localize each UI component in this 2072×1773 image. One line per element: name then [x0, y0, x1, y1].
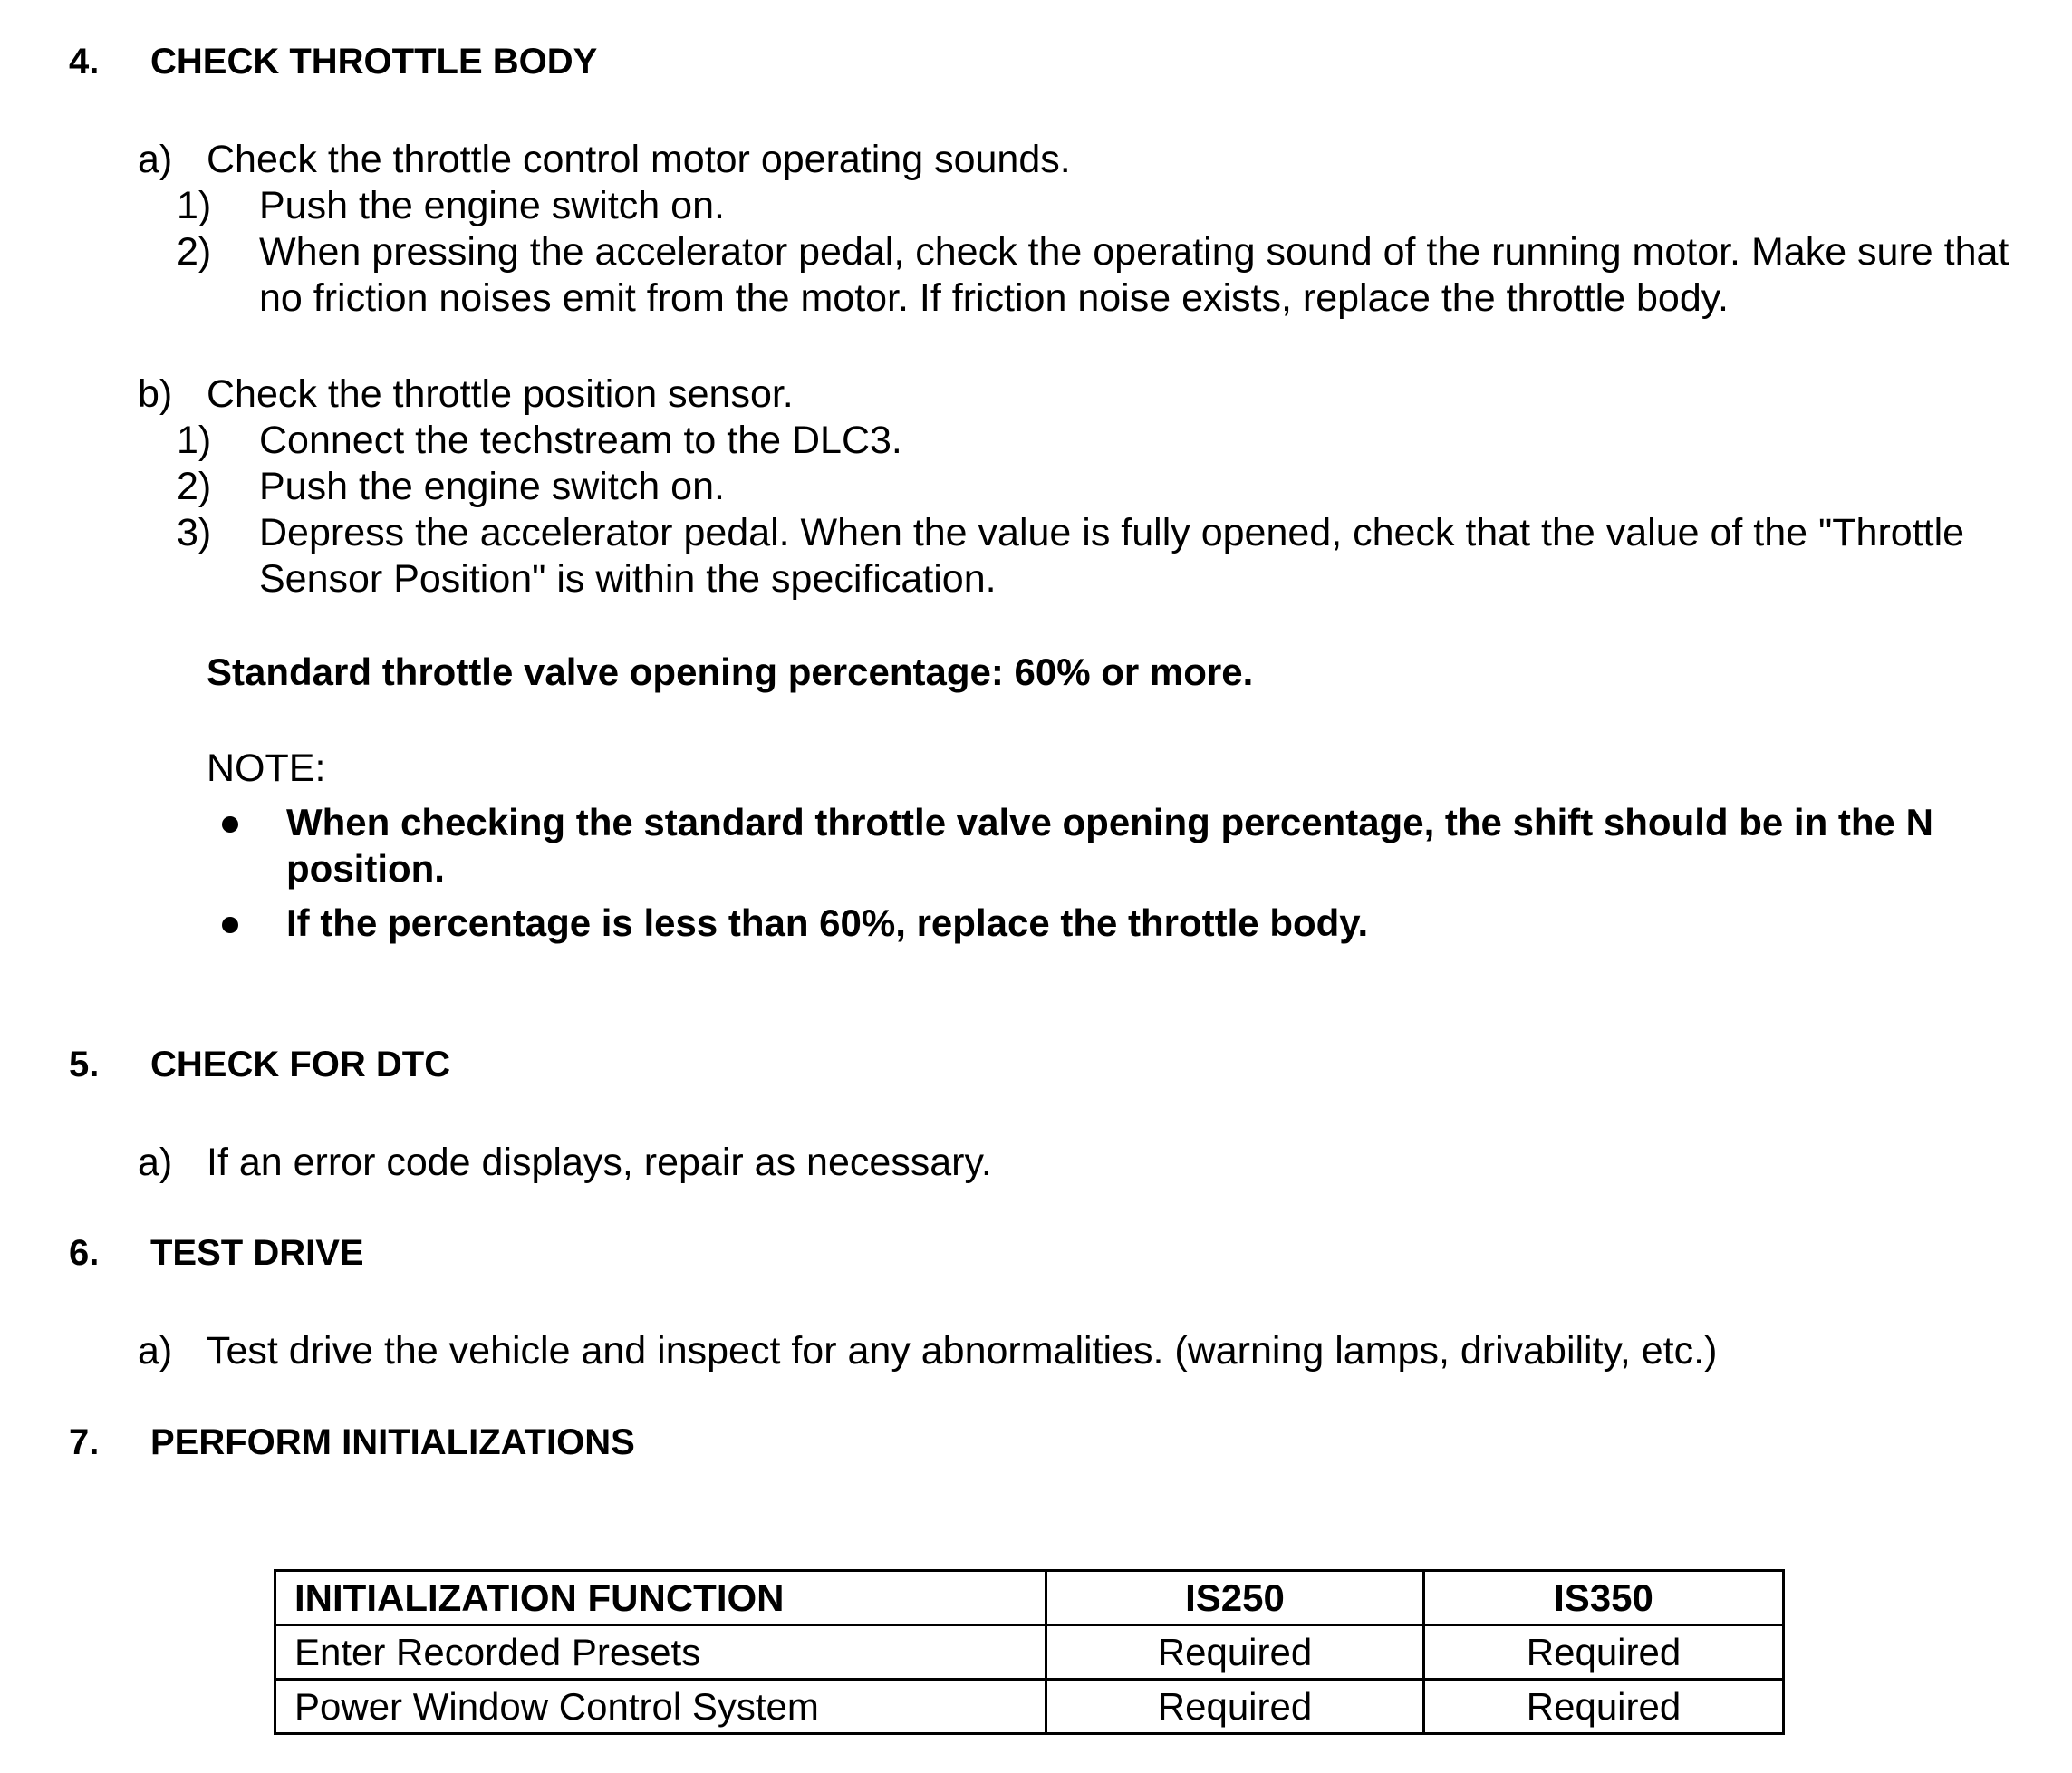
s5-a-marker: a): [138, 1141, 173, 1184]
section-4-title: CHECK THROTTLE BODY: [150, 42, 598, 82]
table-cell-is250: Required: [1046, 1680, 1424, 1734]
s4-b-marker: b): [138, 372, 173, 416]
standard-spec: Standard throttle valve opening percentage: 60% or more.: [207, 650, 1254, 693]
s4-a-step1-num: 1): [177, 184, 212, 227]
s4-a-step2-num: 2): [177, 230, 212, 274]
header-is350: IS350: [1424, 1571, 1784, 1625]
table-row: [275, 1680, 1784, 1734]
s4-a-text: Check the throttle control motor operating sounds.: [207, 138, 1071, 181]
s4-b-step1-num: 1): [177, 419, 212, 462]
section-7-title: PERFORM INITIALIZATIONS: [150, 1422, 635, 1462]
note-1-line2: position.: [286, 847, 445, 890]
section-4-number: 4.: [69, 42, 100, 82]
note-2: If the percentage is less than 60%, replace the throttle body.: [286, 901, 1369, 944]
s5-a-text: If an error code displays, repair as necessary.: [207, 1141, 992, 1184]
s4-b-text: Check the throttle position sensor.: [207, 372, 794, 416]
section-5-number: 5.: [69, 1045, 100, 1084]
section-7-number: 7.: [69, 1422, 100, 1462]
s4-a-marker: a): [138, 138, 173, 181]
s4-b-step3-line1: Depress the accelerator pedal. When the value is fully opened, check that the value of the "Throttle: [259, 511, 1965, 554]
section-5-title: CHECK FOR DTC: [150, 1045, 451, 1084]
table-row: [275, 1625, 1784, 1680]
table-cell-is350: Required: [1424, 1680, 1784, 1734]
initialization-table: [274, 1569, 1785, 1735]
s4-a-step1-text: Push the engine switch on.: [259, 184, 725, 227]
s4-a-step2-line1: When pressing the accelerator pedal, check the operating sound of the running motor. Make sure that: [259, 230, 2009, 274]
s4-b-step1-text: Connect the techstream to the DLC3.: [259, 419, 902, 462]
s4-b-step3-num: 3): [177, 511, 212, 554]
table-cell-is250: Required: [1046, 1625, 1424, 1680]
table-cell-function: Enter Recorded Presets: [275, 1625, 1046, 1680]
table-cell-is350: Required: [1424, 1625, 1784, 1680]
s6-a-text: Test drive the vehicle and inspect for any abnormalities. (warning lamps, drivability, etc.): [207, 1329, 1718, 1373]
s4-a-step2-line2: no friction noises emit from the motor. If friction noise exists, replace the throttle body.: [259, 276, 1729, 320]
note-label: NOTE:: [207, 747, 326, 790]
table-cell-function: Power Window Control System: [275, 1680, 1046, 1734]
s4-b-step2-text: Push the engine switch on.: [259, 465, 725, 508]
section-6-number: 6.: [69, 1233, 100, 1273]
s4-b-step3-line2: Sensor Position" is within the specification.: [259, 557, 997, 601]
bullet-icon: [222, 917, 238, 933]
header-is250: IS250: [1046, 1571, 1424, 1625]
note-1-line1: When checking the standard throttle valve opening percentage, the shift should be in the N: [286, 801, 1933, 843]
bullet-icon: [222, 816, 238, 833]
s6-a-marker: a): [138, 1329, 173, 1373]
section-6-title: TEST DRIVE: [150, 1233, 364, 1273]
s4-b-step2-num: 2): [177, 465, 212, 508]
table-header-row: [275, 1571, 1784, 1625]
header-function: INITIALIZATION FUNCTION: [275, 1571, 1046, 1625]
